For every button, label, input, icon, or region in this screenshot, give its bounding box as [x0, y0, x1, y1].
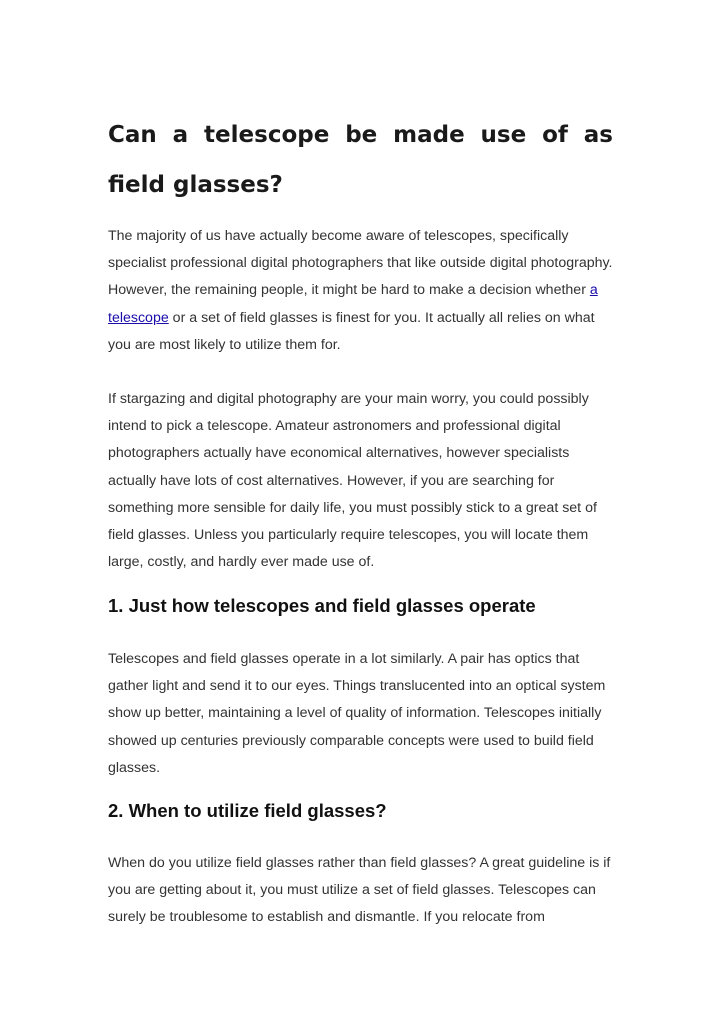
- page-title: Can a telescope be made use of as field glasses?: [108, 122, 613, 198]
- paragraph-stargazing: If stargazing and digital photography are your main worry, you could possibly intend to pick a telescope. Amateur astronomers and professional digital photographers actually have economical alternatives, however specialists actually have lots of cost alternatives. However, if you are searching for something more sensible for daily life, you must possibly stick to a great set of field glasses. Unless you particularly require telescopes, you will locate them large, costly, and hardly ever made use of.: [108, 391, 597, 571]
- section-2-paragraph: When do you utilize field glasses rather than field glasses? A great guideline is if you are getting about it, you must utilize a set of field glasses. Telescopes can surely be troublesome to establish and dismantle. If you relocate from: [108, 855, 611, 926]
- section-1-heading: 1. Just how telescopes and field glasses operate: [108, 595, 536, 616]
- intro-text-after-link: or a set of field glasses is finest for you. It actually all relies on what you are most likely to utilize them for.: [108, 309, 595, 353]
- telescope-link[interactable]: a telescope: [108, 282, 598, 326]
- intro-text-before-link: The majority of us have actually become aware of telescopes, specifically specialist professional digital photographers that like outside digital photography. However, the remaining people, it might be hard to make a decision whether: [108, 228, 613, 299]
- intro-paragraph: [108, 223, 613, 359]
- section-2-heading: 2. When to utilize field glasses?: [108, 800, 387, 821]
- section-1-paragraph: Telescopes and field glasses operate in a lot similarly. A pair has optics that gather light and send it to our eyes. Things translucented into an optical system show up better, maintaining a level of quality of information. Telescopes initially showed up centuries previously comparable concepts were used to build field glasses.: [108, 651, 606, 776]
